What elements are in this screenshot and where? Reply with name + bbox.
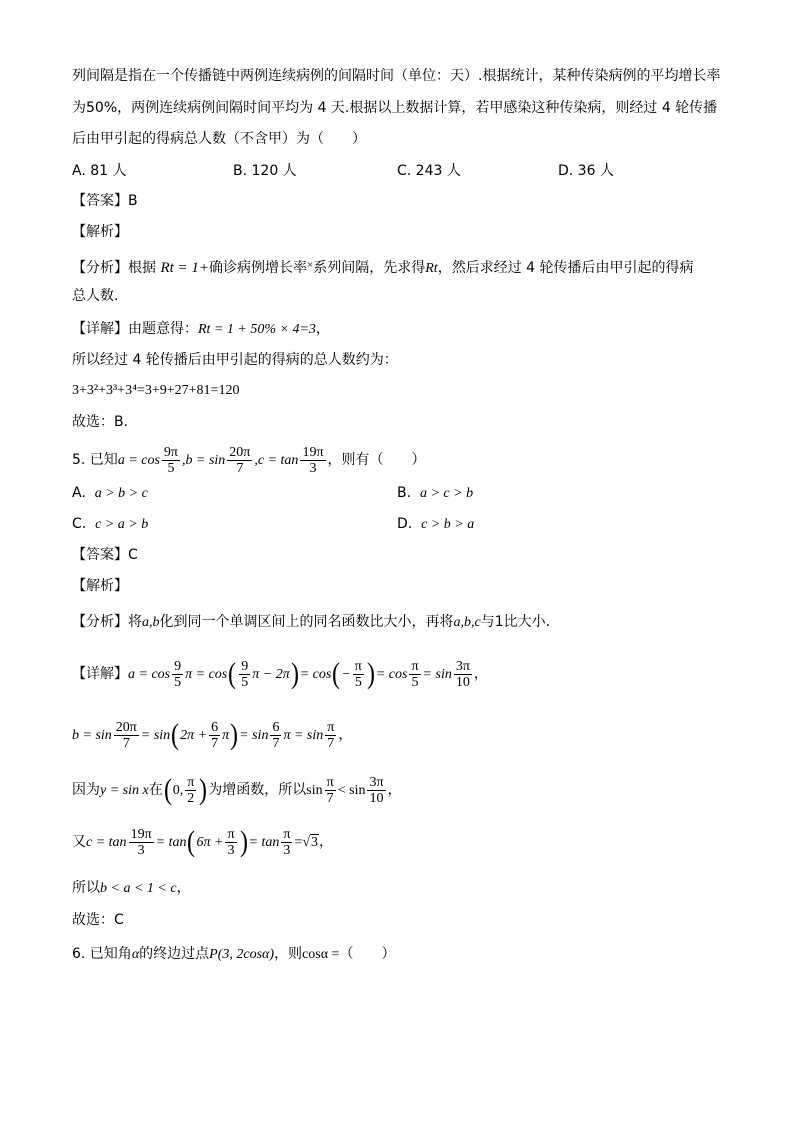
answer-value: C bbox=[128, 547, 138, 563]
expr-part: < sin bbox=[337, 783, 366, 798]
q4-fenxi-line-1 bbox=[72, 255, 694, 279]
fraction bbox=[129, 827, 154, 858]
frac-den: 5 bbox=[174, 674, 182, 690]
text-part: 为增函数，所以 bbox=[208, 782, 307, 798]
expr-end: ， bbox=[319, 834, 334, 850]
option-label: C. bbox=[72, 516, 87, 532]
frac-den: 2 bbox=[187, 790, 195, 806]
frac-den: 3 bbox=[309, 460, 317, 476]
fenxi-text-b: 确诊病例增长率 bbox=[209, 260, 308, 276]
expr-part: b < a < 1 < c bbox=[100, 881, 177, 896]
text-part: 因为 bbox=[72, 782, 100, 798]
frac-den: 7 bbox=[122, 735, 130, 751]
text-part: 又 bbox=[72, 834, 86, 850]
expr-part: b = sin bbox=[72, 728, 112, 743]
frac-den: 3 bbox=[283, 842, 291, 858]
frac-den: 7 bbox=[211, 735, 219, 751]
xiangjie-text: 由题意得： bbox=[128, 321, 198, 337]
fenxi-tag: 【分析】 bbox=[72, 614, 128, 630]
frac-num: 20π bbox=[115, 719, 137, 735]
fraction bbox=[281, 827, 292, 858]
q6-stem bbox=[72, 944, 395, 965]
right-paren: ) bbox=[199, 773, 208, 806]
q6-cos: cosα = bbox=[302, 947, 340, 962]
left-paren: ( bbox=[332, 657, 341, 690]
answer-value: B bbox=[128, 193, 138, 209]
expr-part: = cos bbox=[299, 667, 332, 682]
frac-den: 3 bbox=[227, 842, 235, 858]
fraction bbox=[185, 775, 196, 806]
xiangjie-end: ， bbox=[315, 321, 330, 337]
expr-part: = sin bbox=[422, 667, 452, 682]
expr-end: ， bbox=[387, 782, 402, 798]
fraction bbox=[367, 775, 385, 806]
frac-num: π bbox=[187, 774, 195, 790]
frac-num: 19π bbox=[130, 826, 152, 842]
fraction bbox=[325, 775, 336, 806]
q5-option-b bbox=[397, 483, 473, 504]
frac-den: 5 bbox=[167, 460, 175, 476]
q5-option-a bbox=[72, 483, 148, 504]
expr-part: y = sin x bbox=[100, 783, 149, 798]
fraction bbox=[172, 659, 183, 690]
frac-num: 9 bbox=[174, 658, 182, 674]
frac-num: 6 bbox=[272, 719, 280, 735]
sqrt-symbol: √3 bbox=[302, 835, 319, 850]
fenxi-formula: Rt = 1+ bbox=[160, 260, 210, 276]
q4-stem-line-1: 列间隔是指在一个传播链中两例连续病例的间隔时间（单位：天）.根据统计，某种传染病例的平均增长率 bbox=[72, 68, 721, 84]
expr-end: ， bbox=[338, 727, 353, 743]
expr-part: = tan bbox=[155, 835, 187, 850]
fraction bbox=[270, 720, 281, 751]
expr-part: 2π + bbox=[180, 728, 208, 743]
expr-part: c = tan bbox=[86, 835, 127, 850]
option-label: A. bbox=[72, 485, 86, 501]
q5-frac-b bbox=[227, 445, 252, 476]
q4-analysis-tag: 【解析】 bbox=[72, 224, 128, 240]
q4-stem-line-2: 为50%，两例连续病例间隔时间平均为 4 天.根据以上数据计算，若甲感染这种传染病，则经过 4 轮传播 bbox=[72, 100, 718, 116]
frac-den: 5 bbox=[354, 674, 362, 690]
q5-c-def: ,c = tan bbox=[254, 453, 299, 468]
q4-xiangjie bbox=[72, 319, 330, 340]
expr-part: π bbox=[222, 728, 230, 743]
q6-suffix: （ ） bbox=[339, 946, 396, 962]
expr-part: = sin bbox=[239, 728, 269, 743]
fraction bbox=[114, 720, 139, 751]
q4-option-b: B. 120 人 bbox=[233, 163, 297, 179]
q5-suffix: ，则有（ ） bbox=[327, 452, 426, 468]
frac-num: 3π bbox=[455, 658, 470, 674]
frac-num: π bbox=[327, 719, 335, 735]
expr-end: ， bbox=[473, 666, 488, 682]
q5-frac-c bbox=[300, 445, 325, 476]
expr-part: 6π + bbox=[196, 835, 224, 850]
q4-option-c: C. 243 人 bbox=[397, 163, 461, 179]
text-part: 所以 bbox=[72, 880, 100, 896]
q5-xiangjie-line-c bbox=[72, 768, 402, 813]
expr-part: − bbox=[341, 667, 351, 682]
fraction bbox=[325, 720, 336, 751]
fraction bbox=[239, 659, 250, 690]
q4-answer bbox=[72, 191, 138, 211]
fenxi-rt: Rt bbox=[425, 261, 438, 276]
q5-option-d bbox=[397, 514, 474, 535]
frac-den: 10 bbox=[455, 674, 470, 690]
expr-part: sin bbox=[306, 783, 323, 798]
answer-tag: 【答案】 bbox=[72, 193, 128, 209]
answer-tag: 【答案】 bbox=[72, 547, 128, 563]
fraction bbox=[353, 659, 364, 690]
frac-den: 10 bbox=[369, 790, 384, 806]
frac-den: 7 bbox=[236, 460, 244, 476]
frac-num: 9 bbox=[241, 658, 249, 674]
q4-sum-line: 所以经过 4 轮传播后由甲引起的得病的总人数约为： bbox=[72, 352, 398, 368]
fenxi-text-a: 将 bbox=[128, 614, 142, 630]
fraction bbox=[409, 659, 420, 690]
expr-part: = cos bbox=[375, 667, 408, 682]
frac-num: 9π bbox=[163, 444, 178, 460]
q6-mid: 的终边过点 bbox=[139, 946, 210, 962]
frac-num: 6 bbox=[211, 719, 219, 735]
left-paren: ( bbox=[171, 718, 180, 751]
text-part: 在 bbox=[148, 782, 163, 798]
fenxi-text-c: 与1比大小. bbox=[480, 614, 551, 630]
q5-xiangjie-line-a bbox=[72, 652, 488, 697]
fraction bbox=[225, 827, 236, 858]
sqrt-radicand: 3 bbox=[311, 835, 319, 850]
expr-part: π − 2π bbox=[252, 667, 290, 682]
frac-num: 20π bbox=[229, 444, 251, 460]
xiangjie-tag: 【详解】 bbox=[72, 666, 128, 682]
q4-fenxi-line-2: 总人数. bbox=[72, 288, 119, 304]
frac-den: 7 bbox=[272, 735, 280, 751]
option-expr: c > b > a bbox=[421, 517, 475, 532]
fenxi-tag: 【分析】 bbox=[72, 260, 128, 276]
xiangjie-formula: Rt = 1 + 50% × 4=3 bbox=[198, 322, 316, 337]
q4-option-a: A. 81 人 bbox=[72, 163, 127, 179]
left-paren: ( bbox=[228, 657, 237, 690]
q5-b-def: ,b = sin bbox=[182, 453, 226, 468]
q4-choice: 故选：B. bbox=[72, 414, 129, 430]
option-expr: a > c > b bbox=[419, 486, 474, 501]
expr-part: π = sin bbox=[283, 728, 324, 743]
q5-fenxi bbox=[72, 612, 550, 633]
frac-num: π bbox=[411, 658, 419, 674]
expr-part: = sin bbox=[140, 728, 171, 743]
expr-end: ， bbox=[176, 880, 191, 896]
q5-choice: 故选：C bbox=[72, 912, 124, 928]
fenxi-text-b: 化到同一个单调区间上的同名函数比大小，再将 bbox=[159, 614, 454, 630]
expr-part: π = cos bbox=[185, 667, 228, 682]
option-label: B. bbox=[397, 485, 412, 501]
q5-frac-a bbox=[162, 445, 180, 476]
expr-part: a = cos bbox=[128, 667, 171, 682]
expr-part: 0, bbox=[172, 783, 184, 798]
q5-xiangjie-line-d bbox=[72, 820, 333, 865]
right-paren: ) bbox=[290, 657, 299, 690]
frac-num: π bbox=[326, 774, 334, 790]
option-expr: a > b > c bbox=[94, 486, 148, 501]
option-expr: c > a > b bbox=[95, 517, 149, 532]
fenxi-text-a: 根据 bbox=[128, 260, 156, 276]
q5-a-def: a = cos bbox=[117, 453, 160, 468]
fenxi-text-c: 系列间隔，先求得 bbox=[313, 260, 426, 276]
expr-part: = bbox=[294, 835, 303, 850]
right-paren: ) bbox=[366, 657, 375, 690]
frac-num: π bbox=[283, 826, 291, 842]
frac-den: 5 bbox=[411, 674, 419, 690]
xiangjie-tag: 【详解】 bbox=[72, 321, 128, 337]
q5-option-c bbox=[72, 514, 148, 535]
left-paren: ( bbox=[187, 825, 196, 858]
q4-stem-line-3: 后由甲引起的得病总人数（不含甲）为（ ） bbox=[72, 131, 366, 147]
frac-den: 3 bbox=[137, 842, 145, 858]
frac-num: 3π bbox=[369, 774, 384, 790]
option-label: D. bbox=[397, 516, 413, 532]
fenxi-ab: a,b bbox=[142, 615, 160, 630]
fraction bbox=[209, 720, 220, 751]
q5-answer bbox=[72, 545, 138, 565]
q5-conclusion bbox=[72, 878, 191, 899]
q4-option-d: D. 36 人 bbox=[558, 163, 614, 179]
frac-num: π bbox=[227, 826, 235, 842]
q5-analysis-tag: 【解析】 bbox=[72, 578, 128, 594]
q6-alpha: α bbox=[131, 947, 140, 962]
q5-stem bbox=[72, 440, 426, 481]
q5-prefix: 5. 已知 bbox=[72, 452, 118, 468]
right-paren: ) bbox=[230, 718, 239, 751]
expr-part: = tan bbox=[248, 835, 280, 850]
frac-num: 19π bbox=[302, 444, 324, 460]
frac-num: π bbox=[354, 658, 362, 674]
q5-xiangjie-line-b bbox=[72, 713, 352, 758]
q4-sum-formula: 3+3²+3³+3⁴=3+9+27+81=120 bbox=[72, 383, 240, 398]
frac-den: 5 bbox=[241, 674, 249, 690]
q6-mid2: ，则 bbox=[274, 946, 303, 962]
frac-den: 7 bbox=[326, 790, 334, 806]
fenxi-times: × bbox=[307, 259, 314, 271]
frac-den: 7 bbox=[327, 735, 335, 751]
fraction bbox=[454, 659, 472, 690]
fenxi-text-d: ，然后求经过 4 轮传播后由甲引起的得病 bbox=[437, 260, 694, 276]
left-paren: ( bbox=[163, 773, 172, 806]
fenxi-abc: a,b,c bbox=[453, 615, 481, 630]
q6-point: P(3, 2cosα) bbox=[209, 947, 275, 962]
right-paren: ) bbox=[239, 825, 248, 858]
q6-prefix: 6. 已知角 bbox=[72, 946, 132, 962]
